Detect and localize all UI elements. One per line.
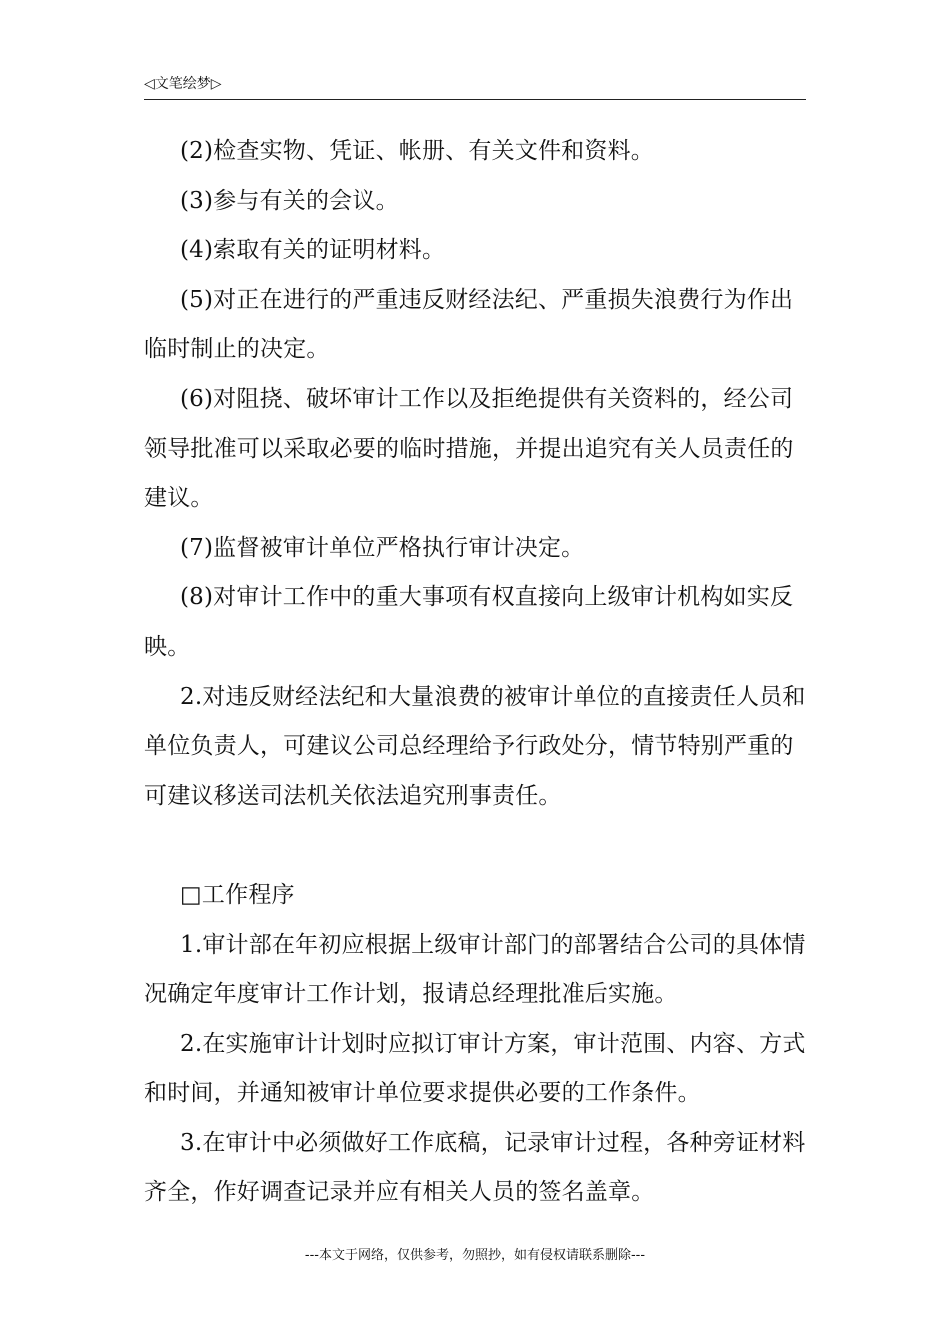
paragraph-item-7: (7)监督被审计单位严格执行审计决定。 xyxy=(180,534,585,561)
procedure-item-3: 3.在审计中必须做好工作底稿，记录审计过程，各种旁证材料齐全，作好调查记录并应有相关人员的签名盖章。 xyxy=(144,1129,806,1206)
procedure-item-1: 1.审计部在年初应根据上级审计部门的部署结合公司的具体情况确定年度审计工作计划，报请总经理批准后实施。 xyxy=(144,931,806,1008)
paragraph-item-5: (5)对正在进行的严重违反财经法纪、严重损失浪费行为作出临时制止的决定。 xyxy=(144,286,794,363)
footer-notice: ---本文于网络，仅供参考，勿照抄，如有侵权请联系删除--- xyxy=(304,1248,646,1263)
paragraph-item-2: (2)检查实物、凭证、帐册、有关文件和资料。 xyxy=(180,138,654,164)
paragraph-item-4: (4)索取有关的证明材料。 xyxy=(180,237,446,264)
section-spacer xyxy=(144,821,806,871)
document-body xyxy=(144,127,806,1218)
paragraph-item-6: (6)对阻挠、破坏审计工作以及拒绝提供有关资料的，经公司领导批准可以采取必要的临时措施，并提出追究有关人员责任的建议。 xyxy=(144,385,794,512)
paragraph-item-8: (8)对审计工作中的重大事项有权直接向上级审计机构如实反映。 xyxy=(144,584,794,660)
section-heading: □工作程序 xyxy=(180,881,295,908)
header-title: ◁文笔绘梦▷ xyxy=(144,76,222,92)
page-header xyxy=(144,73,806,100)
paragraph-penalty: 2.对违反财经法纪和大量浪费的被审计单位的直接责任人员和单位负责人，可建议公司总经理给予行政处分，情节特别严重的可建议移送司法机关依法追究刑事责任。 xyxy=(144,683,806,809)
page-footer xyxy=(0,1247,950,1265)
paragraph-item-3: (3)参与有关的会议。 xyxy=(180,187,399,214)
procedure-item-2: 2.在实施审计计划时应拟订审计方案，审计范围、内容、方式和时间，并通知被审计单位要求提供必要的工作条件。 xyxy=(144,1030,806,1107)
